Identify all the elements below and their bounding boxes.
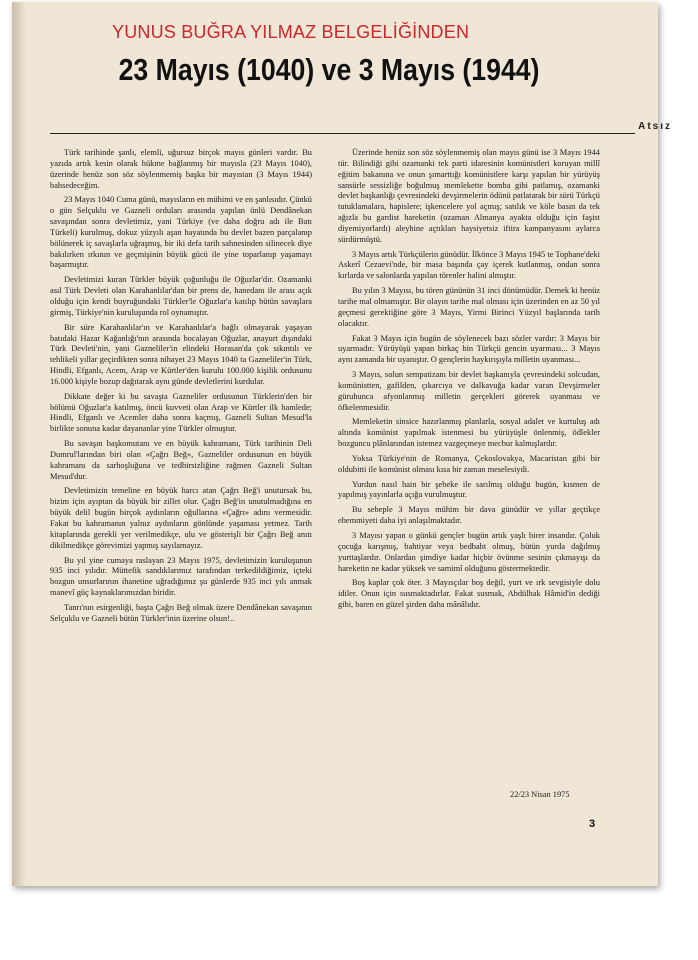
paragraph: 3 Mayıs artık Türkçülerin günüdür. İlkönce 3 Mayıs 1945 te Tophane'deki Askerî Cezaevi'nde, bir masa başında çay içerek kutlanmış, ondan sonra kırlarda ve salonlarda yapılan törenler halini almıştır. bbox=[338, 249, 600, 281]
archive-watermark: YUNUS BUĞRA YILMAZ BELGELİĞİNDEN bbox=[112, 22, 470, 42]
paragraph: Dikkate değer ki bu savaşta Gazneliler ordusunun Türklerin'den bir bölümü Oğuzlar'a katılmış, öncü kuvveti olan Arap ve Kürtler ilk hamlede; Hindli, Efganlı ve Acemler daha sonra kaçmış, Gazneli Sultan Mesud'la birlikte sonuna kadar dayananlar yine Türkler olmuştur. bbox=[50, 391, 312, 434]
paragraph: Bu yılın 3 Mayısı, bu tören gününün 31 inci dönümüdür. Demek ki henüz tarihe mal olmamıştır. Bir olayın tarihe mal olması için üzerinden en az 50 yıl geçmesi gerektiğine göre 3 Mayıs, Yirmi Birinci Yüzyıl başlarında tarih olacaktır. bbox=[338, 286, 600, 328]
paragraph: Boş kaplar çok öter. 3 Mayısçılar boş değil, yurt ve ırk sevgisiyle dolu idiler. Onun için susmaktadırlar. Fakat susmak, Abdülhak Hâmid'in dediği gibi, baren en güzel şirden daha mânâlıdır. bbox=[338, 578, 600, 610]
paragraph: 3 Mayısı yapan o günkü gençler bugün artık yaşlı birer insandır. Çoluk çocuğa karışmış, bahtiyar veya bedbaht olmuş, bütün yurda dağılmış yurttaşlardır. Onlardan şimdiye kadar hiçbir övünme sesinin çıkmayışı da hareketin ne kadar yüksek ve samimî olduğunu göstermektedir. bbox=[338, 531, 600, 573]
paragraph: Yoksa Türkiye'nin de Romanya, Çekoslovakya, Macaristan gibi bir oldubitti ile komünist olması kısa bir zaman meselesiydi. bbox=[338, 453, 600, 474]
paragraph: Devletimizi kuran Türkler büyük çoğunluğu ile Oğuzlar'dır. Ozamanki asıl Türk Devleti olan Karahanlılar'dan bir prens de, hanedanı ile arası açık olduğu için kendi buyruğundaki Türkler'le Oğuzlar'a katılıp bütün savaşlara girmiş, Türkiye'nin kuruluşunda rol oynamıştır. bbox=[50, 275, 312, 317]
article-author: Atsız bbox=[638, 121, 672, 132]
paragraph: Fakat 3 Mayıs için bugün de söylenecek bazı sözler vardır: 3 Mayıs bir uyarmadır. Yürüyüşü yapan birkaç bin Türkçü gencin uyarması... 3 Mayıs aynı zamanda bir uyanıştır. O gençlerin haykırışıyla milletin uyanması... bbox=[338, 333, 600, 365]
paragraph: Üzerinde henüz son söz söylenmemiş olan mayıs günü ise 3 Mayıs 1944 tür. Bilindiği gibi ozamanki tek parti idaresinin komünistleri koruyan millî eğitim bakanına ve onun şımarttığı komünistlere karşı yapılan bir yürüyüş sansürle sessizliğe boğulmuş memlekette bomba gibi patlamış, ozamanki devlet başkanlığı çevresindeki devşirmelerin ödünü patlatarak bir sürü Türkçü tutuklamalara, hapislere; işkencelere yol açmış; satılık ve köle basın da tek ağızla bu gardist hareketin (ozaman Almanya ayakta olduğu için faşist diyemiyorlardı) aleyhine açtıkları haysiyetsiz iftira kampanyasını aylarca sürdürmüştü. bbox=[338, 148, 600, 244]
paragraph: Bu sebeple 3 Mayıs mühim bir dava günüdür ve yıllar geçtikçe ehemmiyeti daha iyi anlaşılmaktadır. bbox=[338, 505, 600, 526]
paragraph: 23 Mayıs 1040 Cuma günü, mayısların en mühimi ve en şanlısıdır. Çünkü o gün Selçuklu ve Gazneli orduları arasında yapılan ünlü Dendânekan savaşından sonra devletimiz, yani Türkiye (ve daha doğru adı ile Batı Türkeli) kurulmuş, dokuz yüzyılı aşan hayatında bu devlet bazen parçalanıp bölünerek iç savaşlarla uğraşmış, bir iki defa tarih sahnesinden silinecek diye bakılırken ırkının ve geçmişinin büyük gücü ile yine toparlanıp yaşamayı başarmıştır. bbox=[50, 195, 312, 270]
page-spine-shadow bbox=[12, 2, 26, 886]
paragraph: Bu yıl yine cumaya raslayan 23 Mayıs 1975, devletimizin kuruluşunun 935 inci yılıdır. Müttefik sandıklarımız tarafından terkedildiğimiz, içteki bozgun unsurlarının ihanetine uğradığımız şu günlerde 935 inci yılı anmak manevî güç kaynaklarımızdan biridir. bbox=[50, 555, 312, 598]
paragraph: Memleketin sinsice hazırlanmış planlarla, sosyal adalet ve kurtuluş adı altında komünist yapılmak istenmesi bu yürüyüşle önlenmiş, ödlekler bozguncu plânlarından istemez vazgeçmeye mecbur kalmışlardır. bbox=[338, 417, 600, 449]
article-title: 23 Mayıs (1040) ve 3 Mayıs (1944) bbox=[118, 52, 540, 87]
paragraph: Bir süre Karahanlılar'ın ve Karahanlılar'a bağlı olmayarak yaşayan batıdaki Hazar Kağanlığı'nın arasında bocalayan Oğuzlar, anayurt dışındaki Türk Devleti'nin, yani Gazneliler'in elindeki Horasan'da çok sıkıntılı ve tehlikeli yıllar geçirdikten sonra nihayet 23 Mayıs 1040 ta Gazneliler'in Türk, Hindli, Efganlı, Acem, Arap ve Kürtler'den kurulu 100.000 kişilik ordusunu 16.000 kişiyle bozup dağıtarak aynı günde devletlerini kurdular. bbox=[50, 322, 312, 386]
paragraph: Tanrı'nın esirgenliği, başta Çağrı Beğ olmak üzere Dendânekan savaşının Selçuklu ve Gazneli bütün Türkler'inin üzerine olsun!.. bbox=[50, 602, 312, 623]
paragraph: Devletimizin temeline en büyük harcı atan Çağrı Beğ'i unutursak bu, bizim için ayıptan da büyük bir zillet olur. Çağrı Beğ'in unutulmadığına en büyük delil bugün birçok aydınların oğullarına «Çağrı» adını vermesidir. Fakat bu kahramanın yalnız aydınların gönlünde yaşaması yetmez. Tarih kitaplarında gerekli yer verilmedikçe, ulu ve gösterişli bir Çağrı Beğ anıtı dikilmedikçe görevimizi yapmış sayılamayız. bbox=[50, 486, 312, 550]
paragraph: Türk tarihinde şanlı, elemli, uğursuz birçok mayıs günleri vardır. Bu yazıda artık kesin olarak hükme bağlanmış bir mayısla (23 Mayıs 1040), üzerinde henüz son söz söylenmemiş başka bir mayıstan (3 Mayıs 1944) bahsedeceğim. bbox=[50, 148, 312, 190]
left-column bbox=[50, 148, 312, 629]
right-column bbox=[338, 148, 600, 615]
paragraph: Bu savaşın başkomutanı ve en büyük kahramanı, Türk tarihinin Deli Dumrul'larından biri olan «Çağrı Beğ», Gazneliler ordusunun en büyük kahramanı da sarhoşluğuna ve tedbirsizliğine rağmen Gazneli Sultan Mesud'dur. bbox=[50, 439, 312, 481]
page-number: 3 bbox=[589, 818, 596, 830]
article-date: 22/23 Nisan 1975 bbox=[510, 790, 570, 799]
paragraph: 3 Mayıs, solun sempatizanı bir devlet başkanıyla çevresindeki solcudan, komünistten, gafilden, çıkarcıya ve dalkavuğa kadar varan Devşirmeler güruhunca afyonlanmış milletin gerçekleri görerek uyanması ve öfkelenmesidir. bbox=[338, 370, 600, 412]
title-divider bbox=[50, 133, 635, 134]
paragraph: Yurdun nasıl hain bir şebeke ile sarılmış olduğu bugün, kısmen de yapılmış yayınlarla açığa vurulmuştur. bbox=[338, 479, 600, 500]
